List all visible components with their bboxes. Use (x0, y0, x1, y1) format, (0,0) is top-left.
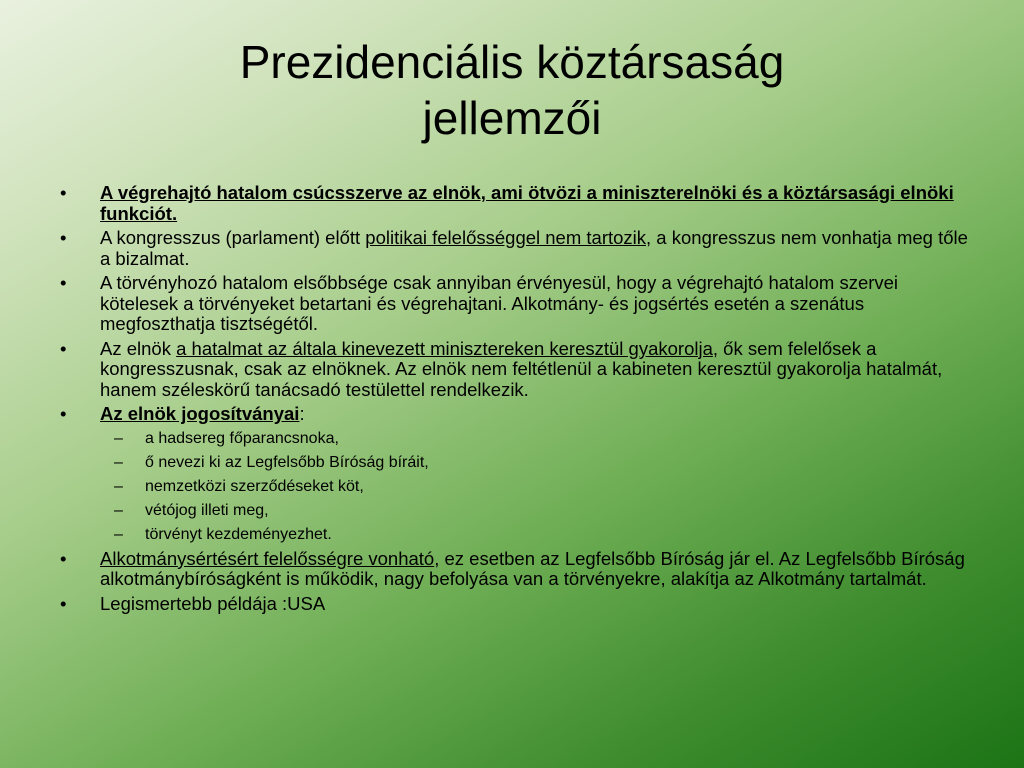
bullet-item (57, 339, 969, 401)
bullet-text: A törvényhozó hatalom elsőbbsége csak annyiban érvényesül, hogy a végrehajtó hatalom szervei kötelesek a törvényeket betartani és végrehajtani. Alkotmány- és jogsértés esetén a szenátus megfoszthatja tisztségétől. (100, 272, 899, 334)
bullet-text-underlined: Alkotmánysértésért felelősségre vonható (100, 547, 435, 569)
bullet-text: , ez esetben az Legfelsőbb Bíróság jár el. Az Legfelsőbb Bíróság alkotmánybíróságként is működik, nagy befolyása van a törvényekre, alakítja az Alkotmány tartalmát. (100, 547, 965, 589)
dash-icon: – (114, 501, 123, 519)
sub-list-text: vétójog illeti meg, (145, 501, 269, 519)
bullet-icon: • (60, 337, 67, 359)
sub-list-text: a hadsereg főparancsnoka, (145, 429, 339, 447)
sub-list-item (57, 453, 969, 472)
sub-list-item (57, 525, 969, 544)
dash-icon: – (114, 525, 123, 543)
bullet-item (57, 273, 969, 335)
sub-list-text: törvényt kezdeményezhet. (145, 525, 332, 543)
sub-list-item (57, 429, 969, 448)
bullet-list (57, 183, 969, 618)
bullet-text: Az elnök (100, 337, 177, 359)
bullet-icon: • (60, 227, 67, 248)
dash-icon: – (114, 429, 123, 447)
bullet-icon: • (60, 182, 67, 203)
bullet-icon: • (60, 272, 67, 293)
bullet-text: Legismertebb példája :USA (100, 592, 326, 614)
slide-title-line-2: jellemzői (422, 92, 602, 144)
slide-title (60, 34, 964, 146)
dash-icon: – (114, 477, 123, 495)
dash-icon: – (114, 453, 123, 471)
sub-list (100, 429, 969, 544)
bullet-text: : (299, 403, 305, 424)
bullet-icon: • (60, 547, 67, 569)
bullet-text-underlined: politikai felelősséggel nem tartozik (365, 227, 647, 248)
bullet-icon: • (60, 403, 67, 424)
bullet-text: , a kongresszus nem vonhatja meg tőle a bizalmat. (100, 227, 968, 269)
bullet-text-underlined: a hatalmat az általa kinevezett minisztereken keresztül gyakorolja (176, 337, 713, 359)
bullet-item (57, 183, 969, 224)
slide-title-line-1: Prezidenciális köztársaság (239, 36, 785, 88)
sub-list-text: ő nevezi ki az Legfelsőbb Bíróság bíráit, (145, 453, 429, 471)
bullet-text: , ők sem felelősek a kongresszusnak, csak az elnöknek. Az elnök nem feltétlenül a kabineten keresztül gyakorolja hatalmát, hanem széleskörű tanácsadó testülettel rendelkezik. (100, 337, 943, 400)
bullet-text: A kongresszus (parlament) előtt (100, 227, 366, 248)
bullet-icon: • (60, 592, 67, 614)
bullet-item (57, 594, 969, 615)
bullet-item (57, 404, 969, 544)
sub-list-item (57, 477, 969, 496)
bullet-item (57, 549, 969, 590)
bullet-item (57, 228, 969, 269)
sub-list-item (57, 501, 969, 520)
bullet-text-emphasis: A végrehajtó hatalom csúcsszerve az elnök, ami ötvözi a miniszterelnöki és a köztársasági elnöki funkciót. (100, 182, 954, 224)
sub-list-text: nemzetközi szerződéseket köt, (145, 477, 364, 495)
bullet-text-emphasis: Az elnök jogosítványai (100, 403, 300, 424)
